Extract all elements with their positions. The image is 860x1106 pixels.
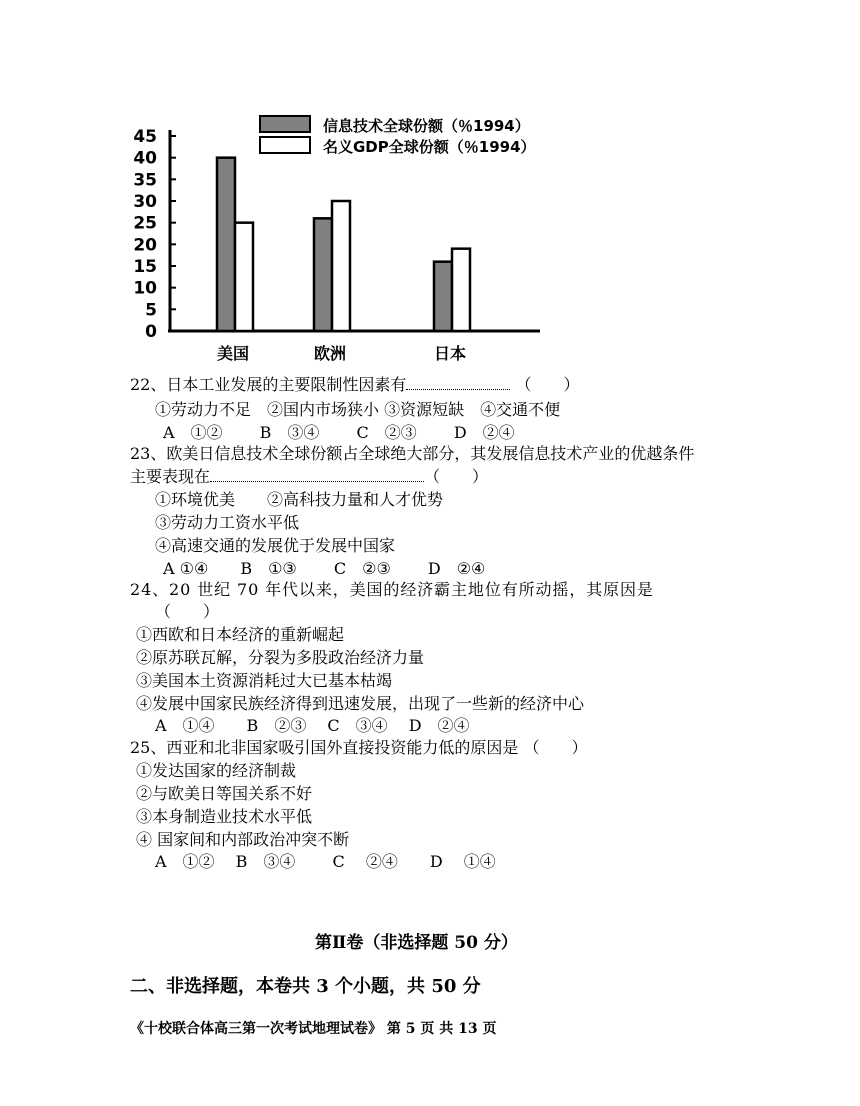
q22-paren: （ ） (515, 375, 580, 394)
legend-label: 名义GDP全球份额（％1994） (323, 138, 536, 156)
q22-options: ①劳动力不足 ②国内市场狭小 ③资源短缺 ④交通不便 (155, 400, 561, 419)
legend-swatch (260, 116, 310, 132)
y-tick-label: 25 (133, 213, 157, 234)
q23-option-3: ④高速交通的发展优于发展中国家 (155, 536, 396, 555)
q24-option-1: ①西欧和日本经济的重新崛起 (136, 625, 345, 644)
q24-option-2: ②原苏联瓦解，分裂为多股政治经济力量 (136, 648, 425, 667)
q24-option-3: ③美国本土资源消耗过大已基本枯竭 (136, 671, 393, 690)
question-23-stem-2 (130, 467, 488, 487)
q25-option-3: ③本身制造业技术水平低 (136, 807, 313, 826)
q25-paren: （ ） (523, 738, 588, 757)
question-24-stem: 24、20 世纪 70 年代以来，美国的经济霸主地位有所动摇，其原因是 (130, 580, 654, 599)
x-tick-label: 日本 (433, 344, 467, 363)
question-23-stem: 23、欧美日信息技术全球份额占全球绝大部分，其发展信息技术产业的优越条件 (130, 444, 695, 463)
page-footer: 《十校联合体高三第一次考试地理试卷》 第 5 页 共 13 页 (130, 1021, 497, 1037)
q22-choices: A ①② B ③④ C ②③ D ②④ (163, 423, 515, 442)
part-2-title: 第Ⅱ卷（非选择题 50 分） (315, 933, 518, 953)
bar-chart (120, 108, 550, 370)
q25-option-2: ②与欧美日等国关系不好 (136, 784, 313, 803)
y-tick-label: 35 (133, 170, 157, 191)
q25-text: 25、西亚和北非国家吸引国外直接投资能力低的原因是 (130, 738, 519, 757)
y-tick-label: 15 (133, 257, 157, 277)
q24-option-4: ④发展中国家民族经济得到迅速发展，出现了一些新的经济中心 (136, 694, 585, 713)
q23-paren: （ ） (424, 467, 489, 486)
bar (452, 249, 470, 331)
y-tick-label: 45 (133, 127, 157, 147)
q22-text: 22、日本工业发展的主要限制性因素有 (130, 375, 407, 394)
q25-option-1: ①发达国家的经济制裁 (136, 761, 297, 780)
q23-option-2: ③劳动力工资水平低 (155, 513, 300, 532)
q23-option-1: ①环境优美 ②高科技力量和人才优势 (155, 490, 444, 509)
q23-text: 主要表现在 (130, 467, 211, 486)
bar (332, 201, 350, 331)
x-tick-label: 欧洲 (313, 344, 347, 363)
q25-choices: A ①② B ③④ C ②④ D ①④ (155, 852, 496, 871)
y-tick-label: 5 (145, 300, 157, 321)
bar (434, 262, 452, 331)
y-tick-label: 20 (133, 235, 157, 256)
y-tick-label: 10 (133, 278, 157, 299)
y-tick-label: 30 (133, 192, 157, 212)
y-tick-label: 0 (145, 322, 157, 342)
x-tick-label: 美国 (216, 344, 250, 363)
q23-choices: A ①④ B ①③ C ②③ D ②④ (163, 559, 486, 578)
q24-paren: （ ） (155, 602, 220, 621)
question-22-stem (130, 375, 579, 395)
legend-label: 信息技术全球份额（％1994） (323, 117, 530, 135)
question-25-stem (130, 738, 587, 758)
q25-option-4: ④ 国家间和内部政治冲突不断 (136, 830, 350, 849)
bar (217, 158, 235, 331)
legend-swatch (260, 137, 310, 153)
bar (235, 223, 253, 331)
bar (314, 218, 332, 331)
q24-choices: A ①④ B ②③ C ③④ D ②④ (155, 716, 470, 735)
section-2-heading: 二、非选择题，本卷共 3 个小题，共 50 分 (130, 976, 481, 997)
y-tick-label: 40 (133, 148, 157, 169)
